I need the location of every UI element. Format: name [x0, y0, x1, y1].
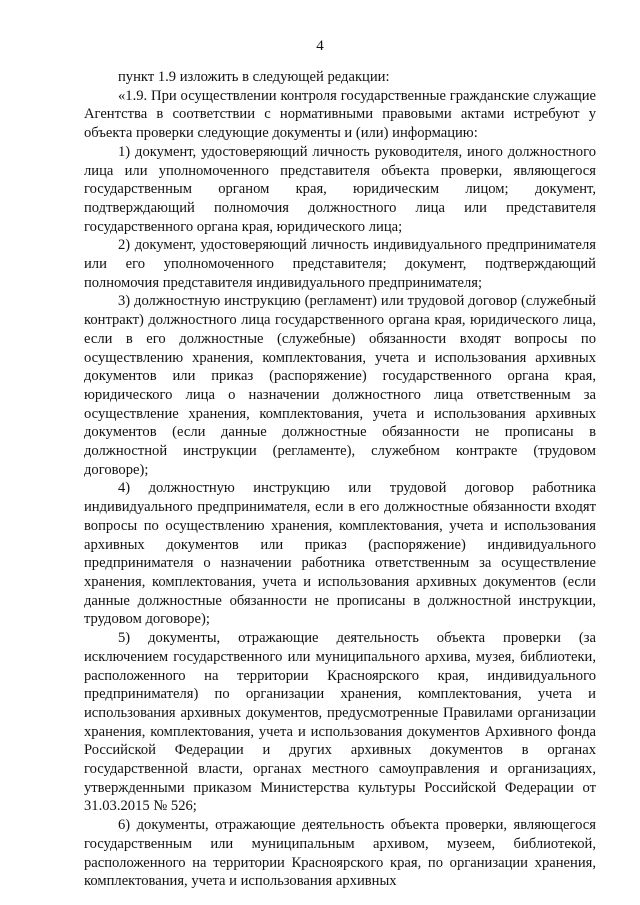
paragraph-clause-1-9: «1.9. При осуществлении контроля государственные гражданские служащие Агентства в соответствии с нормативными правовыми актами истребуют у объекта проверки следующие документы и (или) информацию:: [84, 87, 596, 142]
paragraph-item-6: 6) документы, отражающие деятельность объекта проверки, являющегося государственным или муниципальным архивом, музеем, библиотекой, расположенного на территории Красноярского края, по организации хранения, комплектования, учета и использования архивных: [84, 817, 596, 890]
page-number: 4: [316, 38, 324, 54]
paragraph-item-2: 2) документ, удостоверяющий личность индивидуального предпринимателя или его уполномоченного представителя; документ, подтверждающий полномочия представителя индивидуального предпринимателя;: [84, 237, 596, 291]
document-body: [84, 68, 596, 891]
paragraph-item-5: 5) документы, отражающие деятельность объекта проверки (за исключением государственного или муниципального архива, музея, библиотеки, расположенного на территории Красноярского края, индивидуального предпринимателя) по организации хранения, комплектования, учета и использования архивных документов, предусмотренные Правилами организации хранения, комплектования, учета и использования документов Архивного фонда Российской Федерации и других архивных документов в органах государственной власти, органах местного самоуправления и организациях, утвержденными приказом Министерства культуры Российской Федерации от 31.03.2015 № 526;: [84, 630, 596, 815]
paragraph-item-3: 3) должностную инструкцию (регламент) или трудовой договор (служебный контракт) должностного лица государственного органа края, юридического лица, если в его должностные (служебные) обязанности входят вопросы по осуществлению хранения, комплектования, учета и использования архивных документов или приказ (распоряжение) государственного органа края, юридического лица о назначении должностного лица ответственным за осуществление хранения, комплектования, учета и использования архивных документов (если данные должностные обязанности не прописаны в должностной инструкции (регламенте), служебном контракте (трудовом договоре);: [84, 293, 596, 478]
paragraph-item-1: 1) документ, удостоверяющий личность руководителя, иного должностного лица или уполномоченного представителя объекта проверки, являющегося государственным органом края, юридическим лицом; документ, подтверждающий полномочия должностного лица или представителя государственного органа края, юридического лица;: [84, 143, 596, 235]
paragraph-item-4: 4) должностную инструкцию или трудовой договор работника индивидуального предпринимателя, если в его должностные обязанности входят вопросы по осуществлению хранения, комплектования, учета и использования архивных документов или приказ (распоряжение) индивидуального предпринимателя о назначении работника ответственным за осуществление хранения, комплектования, учета и использования архивных документов (если данные должностные обязанности не прописаны в должностной инструкции, трудовом договоре);: [84, 480, 596, 628]
paragraph-intro: пункт 1.9 изложить в следующей редакции:: [118, 69, 390, 85]
